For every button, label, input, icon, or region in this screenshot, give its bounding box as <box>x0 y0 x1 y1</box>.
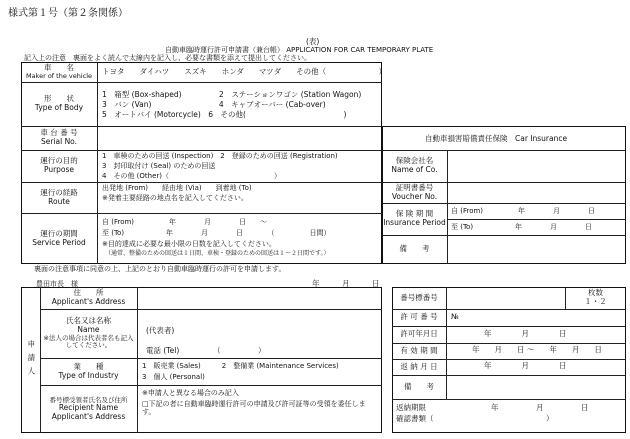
maker-label-cell: 車 名 Maker of the vehicle <box>25 62 93 80</box>
body-type-label-cell: 形 状 Type of Body <box>34 94 84 112</box>
purpose-option-1[interactable]: 1 車検のための回送 (Inspection) 2 登録のための回送 (Registration) <box>102 152 338 160</box>
voucher-label: 証明書番号 Voucher No. <box>391 182 438 201</box>
verification-documents[interactable]: 確認書類（ ） <box>396 414 554 423</box>
voucher-input[interactable] <box>448 183 625 202</box>
insurance-to[interactable]: 至 (To) 年 月 日 <box>451 223 593 231</box>
route-note: ※発着主要経路の地点名を記入してください。 <box>102 194 248 202</box>
tel-field[interactable]: 電話 (Tel) （ ） <box>146 346 266 355</box>
name-label-cell: 氏名又は名称 Name ※法人の場合は代表者名も記入してください。 <box>43 316 134 350</box>
form-title: 自動車臨時運行許可申請書（兼台帳） APPLICATION FOR CAR TEMPORARY PLATE <box>165 46 434 54</box>
permit-number-field[interactable]: № <box>451 312 459 321</box>
agreement-text: 裏面の注意事項に同意の上、上記のとおり自動車臨時運行の許可を申請します。 <box>34 265 286 273</box>
route-label-cell: 運行の経路 Route <box>40 187 78 206</box>
valid-period-field[interactable]: 年 月 日 〜 年 月 日 <box>472 345 602 354</box>
representative-label: (代表者) <box>146 326 175 335</box>
insurance-remarks-label: 備 考 <box>399 244 430 254</box>
permit-date-label: 許可年月日 <box>400 329 438 339</box>
address-input[interactable] <box>138 288 381 308</box>
permit-number-label: 許 可 番 号 <box>400 312 438 322</box>
application-date[interactable]: 年 月 日 <box>312 279 380 288</box>
front-label: (表) <box>306 37 320 46</box>
delegation-checkbox[interactable]: □下記の者に自動車臨時運行許可の申請及び許可証等の受領を委任します。 <box>142 400 366 417</box>
office-remarks-label: 備 考 <box>404 381 434 391</box>
purpose-label-cell: 運行の目的 Purpose <box>40 156 78 174</box>
purpose-option-2[interactable]: 3 封印取付け (Seal) のための回送 <box>102 162 216 170</box>
plates-count-cell: 枚数 １・２ <box>584 288 607 306</box>
recipient-note: ※申請人と異なる場合のみ記入 <box>142 389 239 397</box>
insurance-period-label: 保 険 期 間 Insurance Period <box>383 209 446 227</box>
valid-period-label: 有 効 期 間 <box>400 345 438 355</box>
body-type-option-2[interactable]: 3 バン (Van) 4 キャブオーバー (Cab-over) <box>102 100 326 109</box>
insurance-remarks-input[interactable] <box>448 236 625 263</box>
plate-number-input[interactable] <box>447 288 564 308</box>
industry-option-2[interactable]: 3 個人 (Personal) <box>142 373 205 381</box>
insurance-from[interactable]: 自 (From) 年 月 日 <box>451 207 596 215</box>
body-type-option-3[interactable]: 5 オートバイ (Motorcycle) 6 その他( ) <box>102 110 347 119</box>
permit-date-field[interactable]: 年 月 日 <box>484 329 567 338</box>
insurance-header: 自動車損害賠償責任保険 Car Insurance <box>425 134 568 143</box>
route-fields[interactable]: 出発地 (From) 経由地 (Via) 到着地 (To) <box>102 184 252 192</box>
recipient-label-cell: 番号標受領者氏名及び住所 Recipient Name Applicant's Address <box>49 395 128 421</box>
insurance-company-input[interactable] <box>448 151 625 181</box>
period-label-cell: 運行の期間 Service Period <box>32 228 86 247</box>
period-subnote: （通常、整備のための回送は１日間、車検・登録のための回送は１〜２日間です。） <box>105 250 330 257</box>
serial-label-cell: 車 台 番 号 Serial No. <box>40 128 78 146</box>
insurance-company-label: 保険会社名 Name of Co. <box>391 156 438 174</box>
form-number: 様式第１号（第２条関係） <box>8 8 128 19</box>
instruction-note: 記入上の注意 裏面をよく読んで太線内を記入し、必要な書類を添えて提出してください。 <box>24 54 311 62</box>
period-to[interactable]: 至 (To) 年 月 日 （ 日間） <box>102 229 331 237</box>
vehicle-table-divider <box>97 62 98 264</box>
return-date-label: 返 納 月 日 <box>400 361 438 371</box>
period-note: ※目的達成に必要な最小限の日数を記入してください。 <box>102 240 276 248</box>
applicant-side-label: 申請人 <box>26 339 36 381</box>
period-from[interactable]: 自 (From) 年 月 日 〜 <box>102 218 268 226</box>
industry-option-1[interactable]: 1 販売業 (Sales) 2 整備業 (Maintenance Services) <box>142 362 339 370</box>
office-remarks-input[interactable] <box>447 376 625 398</box>
serial-number-input[interactable] <box>98 127 381 149</box>
industry-label-cell: 業 種 Type of Industry <box>58 361 119 380</box>
return-deadline-label: 返納期限 <box>396 403 426 412</box>
plate-number-label: 番号標番号 <box>400 292 438 302</box>
return-deadline-field[interactable]: 年 月 日 <box>491 403 589 412</box>
purpose-option-3[interactable]: 4 その他 (Other)（ ） <box>102 172 282 180</box>
addressee: 豊田市長 様 <box>36 280 78 288</box>
address-label-cell: 住 所 Applicant's Address <box>51 288 126 306</box>
maker-options[interactable]: トヨタ ダイハツ スズキ ホンダ マツダ その他（ ） <box>102 67 387 76</box>
body-type-option-1[interactable]: 1 箱型 (Box-shaped) 2 ステーションワゴン (Station Wagon) <box>102 90 362 99</box>
return-date-field[interactable]: 年 月 日 <box>484 361 567 370</box>
